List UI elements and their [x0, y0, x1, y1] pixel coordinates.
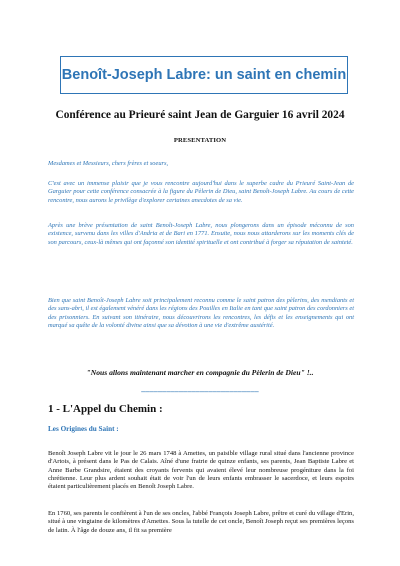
pilgrim-quote: "Nous allons maintenant marcher en compagnie du Pèlerin de Dieu" !.. — [86, 368, 314, 377]
body-paragraph-origins: Benoît Joseph Labre vit le jour le 26 mars 1748 à Amettes, un paisible village rural situé dans l'ancienne province d'Artois, à présent dans le Pas de Calais. Aîné d'une fratrie de quinze enfants, ses parents, Jean Baptiste Labre et Anne Barbe Grandsire, étaient des croyants fervents qui avaient élevé leur nombreuse progéniture dans la foi chrétienne. Leur plus ardent souhait était de voir l'un de leurs enfants embrasser le sacerdoce, et leurs espoirs étaient particulièrement placés en Benoît Joseph Labre. — [48, 450, 354, 491]
intro-paragraph-welcome: C'est avec un immense plaisir que je vous rencontre aujourd'hui dans le superbe cadre du Prieuré Saint-Jean de Garguier pour cette conférence consacrée à la figure du Pèlerin de Dieu, saint Benoît-Joseph Labre. Au cours de cette rencontre, nous aurons le privilège d'explorer certaines anecdotes de sa vie. — [48, 180, 354, 204]
document-subtitle: Conférence au Prieuré saint Jean de Garguier 16 avril 2024 — [55, 109, 345, 121]
intro-paragraph-patron: Bien que saint Benoît-Joseph Labre soit principalement reconnu comme le saint patron des pèlerins, des mendiants et des sans-abri, il est également vénéré dans les régions des Pouilles en Italie en tant que saint patron des cordonniers et des prisonniers. En suivant son itinéraire, nous découvrirons les rencontres, les défis et les enseignements qui ont marqué sa quête de la volonté divine ainsi que sa dévotion à une vie d'extrême austérité. — [48, 297, 354, 330]
subsection-heading: Les Origines du Saint : — [48, 425, 119, 433]
section-divider: ____________________________ — [141, 384, 259, 393]
document-title: Benoît-Joseph Labre: un saint en chemin — [61, 67, 347, 83]
section-label: PRESENTATION — [173, 137, 227, 144]
title-box — [60, 56, 348, 94]
body-paragraph-education: En 1760, ses parents le confièrent à l'un de ses oncles, l'abbé François Joseph Labre, prêtre et curé du village d'Erin, situé à une vingtaine de kilomètres d'Amettes. Sous la tutelle de cet oncle, Benoît Joseph reçut ses premières leçons de latin. À l'âge de douze ans, il fit sa première — [48, 510, 354, 534]
chapter-heading: 1 - L'Appel du Chemin : — [48, 403, 163, 415]
intro-paragraph-greeting: Mesdames et Messieurs, chers frères et soeurs, — [48, 160, 169, 167]
intro-paragraph-overview: Après une brève présentation de saint Benoît-Joseph Labre, nous plongerons dans un épisode méconnu de son existence, survenu dans les villes d'Andria et de Bari en 1771. Ensuite, nous nous attarderons sur les moments clés de son parcours, ceux-là mêmes qui ont façonné son identité spirituelle et ont contribué à forger sa réputation de sainteté. — [48, 222, 354, 246]
